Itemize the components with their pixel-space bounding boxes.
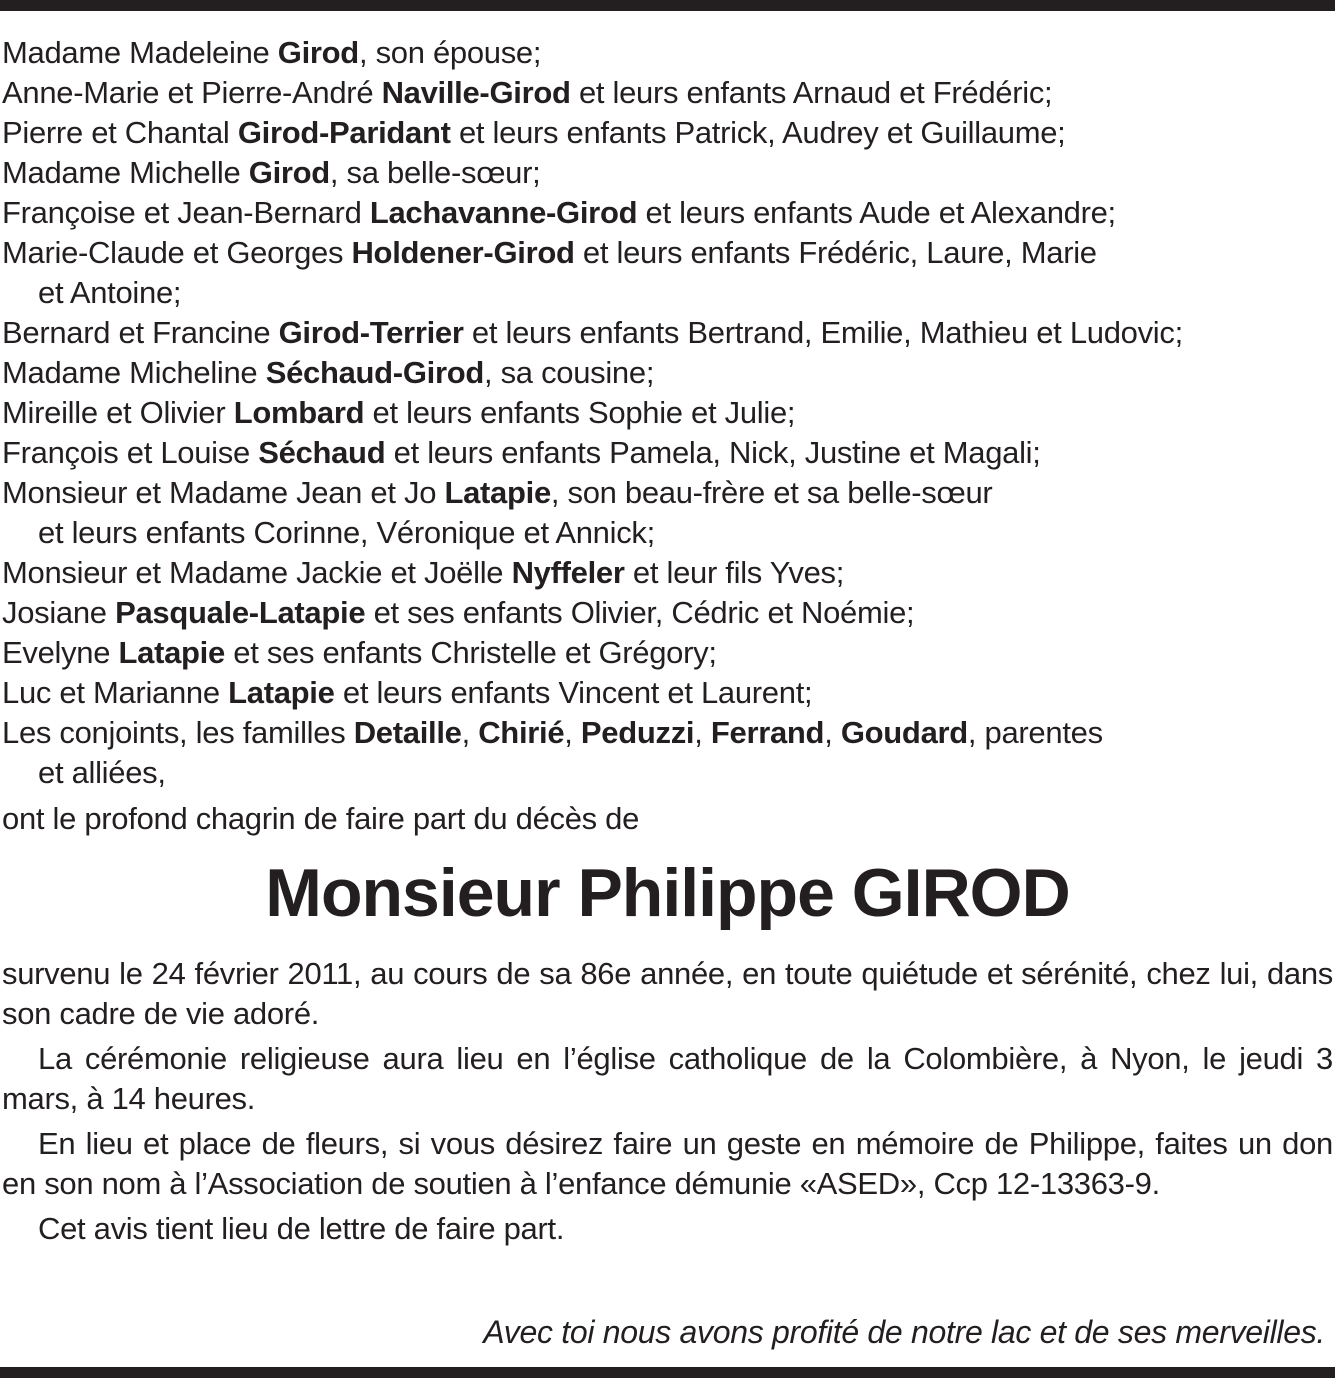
family-name: Séchaud-Girod	[265, 355, 484, 390]
closing-motto: Avec toi nous avons profité de notre lac et de ses merveilles.	[483, 1314, 1325, 1350]
mourner-entry: Bernard et Francine Girod-Terrier et leurs enfants Bertrand, Emilie, Mathieu et Ludovic;	[2, 315, 1183, 350]
top-rule	[0, 0, 1335, 11]
mourner-entry: Monsieur et Madame Jackie et Joëlle Nyffeler et leur fils Yves;	[2, 555, 845, 590]
family-name: Naville-Girod	[381, 75, 571, 110]
family-name: Holdener-Girod	[351, 235, 575, 270]
mourner-entry: Evelyne Latapie et ses enfants Christelle et Grégory;	[2, 635, 717, 670]
mourner-entry: Madame Micheline Séchaud-Girod, sa cousine;	[2, 355, 655, 390]
bottom-rule	[0, 1367, 1335, 1378]
family-name: Lombard	[233, 395, 365, 430]
family-name: Nyffeler	[511, 555, 625, 590]
family-name: Séchaud	[258, 435, 386, 470]
families-entry: Les conjoints, les familles Detaille, Chirié, Peduzzi, Ferrand, Goudard, parentes et alliées,	[2, 715, 1103, 790]
mourner-entry: Luc et Marianne Latapie et leurs enfants Vincent et Laurent;	[2, 675, 813, 710]
family-name: Girod-Paridant	[237, 115, 451, 150]
family-name: Girod	[277, 35, 359, 70]
ceremony-paragraph: La cérémonie religieuse aura lieu en l’église catholique de la Colombière, à Nyon, le jeudi 3 mars, à 14 heures.	[2, 1041, 1333, 1116]
mourner-entry: Monsieur et Madame Jean et Jo Latapie, son beau-frère et sa belle-sœur et leurs enfants Corinne, Véronique et Annick;	[2, 475, 993, 550]
family-name: Lachavanne-Girod	[369, 195, 638, 230]
family-name: Latapie	[444, 475, 551, 510]
mourner-entry: François et Louise Séchaud et leurs enfants Pamela, Nick, Justine et Magali;	[2, 435, 1041, 470]
mourner-entry: Marie-Claude et Georges Holdener-Girod et leurs enfants Frédéric, Laure, Marie et Antoine;	[2, 235, 1097, 310]
death-details-paragraph: survenu le 24 février 2011, au cours de sa 86e année, en toute quiétude et sérénité, chez lui, dans son cadre de vie adoré.	[2, 956, 1333, 1031]
mourners-list	[2, 33, 1327, 793]
mourner-entry: Josiane Pasquale-Latapie et ses enfants Olivier, Cédric et Noémie;	[2, 595, 915, 630]
mourner-entry: Madame Madeleine Girod, son épouse;	[2, 35, 542, 70]
mourner-entry: Anne-Marie et Pierre-André Naville-Girod et leurs enfants Arnaud et Frédéric;	[2, 75, 1053, 110]
notice-body	[2, 954, 1333, 1254]
family-name: Girod-Terrier	[278, 315, 464, 350]
family-name: Peduzzi	[580, 715, 695, 750]
family-name: Latapie	[228, 675, 335, 710]
notice-statement: Cet avis tient lieu de lettre de faire part.	[38, 1211, 565, 1246]
mourner-entry: Mireille et Olivier Lombard et leurs enfants Sophie et Julie;	[2, 395, 796, 430]
announcement-intro: ont le profond chagrin de faire part du décès de	[2, 801, 640, 836]
family-name: Chirié	[478, 715, 565, 750]
mourner-entry: Pierre et Chantal Girod-Paridant et leurs enfants Patrick, Audrey et Guillaume;	[2, 115, 1066, 150]
family-name: Girod	[248, 155, 330, 190]
family-name: Goudard	[840, 715, 968, 750]
family-name: Latapie	[118, 635, 225, 670]
family-name: Pasquale-Latapie	[115, 595, 366, 630]
family-name: Detaille	[353, 715, 462, 750]
mourner-entry: Françoise et Jean-Bernard Lachavanne-Girod et leurs enfants Aude et Alexandre;	[2, 195, 1116, 230]
family-name: Ferrand	[710, 715, 825, 750]
deceased-name: Monsieur Philippe GIROD	[265, 855, 1070, 931]
donation-paragraph: En lieu et place de fleurs, si vous désirez faire un geste en mémoire de Philippe, faites un don en son nom à l’Association de soutien à l’enfance démunie «ASED», Ccp 12-13363-9.	[2, 1126, 1333, 1201]
mourner-entry: Madame Michelle Girod, sa belle-sœur;	[2, 155, 541, 190]
